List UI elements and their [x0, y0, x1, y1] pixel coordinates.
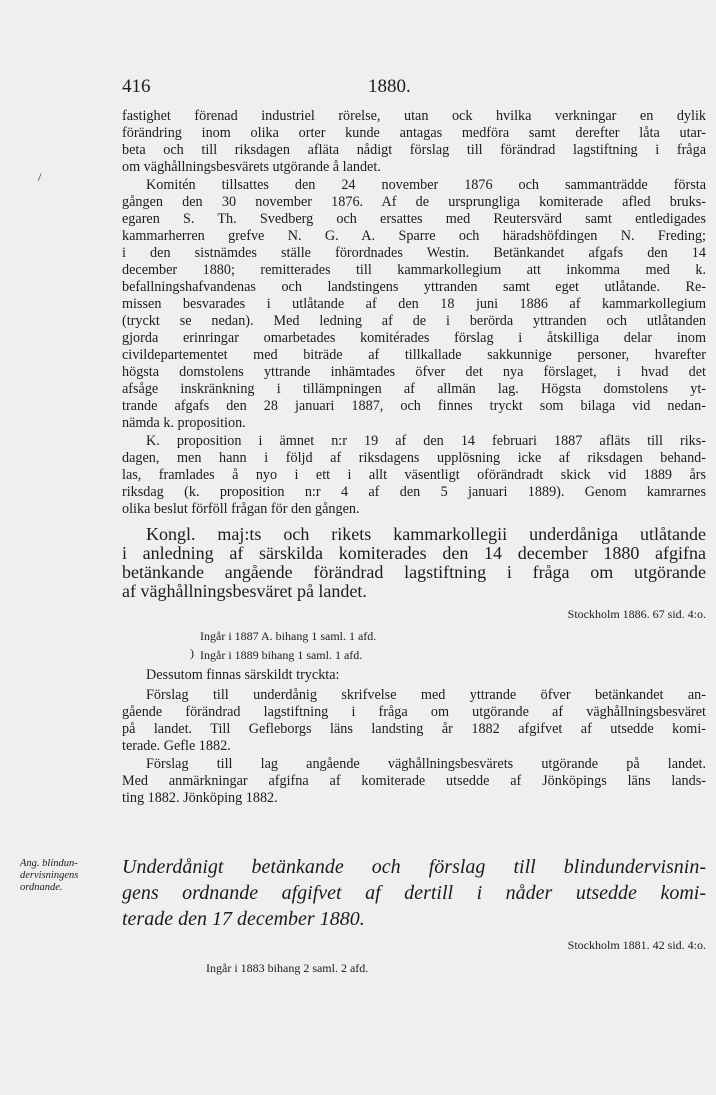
bihang-note: Ingår i 1887 A. bihang 1 saml. 1 afd. [200, 629, 377, 643]
text-line: fastighet förenad industriel rörelse, utan ock hvilka verkningar en dylik [122, 108, 706, 124]
document-title-line: af väghållningsbesväret på landet. [122, 581, 367, 601]
page-number: 416 [122, 76, 151, 97]
document-title-line: Underdånigt betänkande och förslag till blindundervisnin- [122, 856, 706, 878]
text-line: gående förändrad lagstiftning i fråga om utgörande af väghållningsbesväret [122, 704, 706, 720]
text-line: på landet. Till Gefleborgs läns landsting år 1882 afgifvet af utsedde komi- [122, 721, 706, 737]
text-line: Komitén tillsattes den 24 november 1876 och sammanträdde första [146, 177, 706, 193]
text-line: olika beslut förföll frågan för den gången. [122, 501, 360, 517]
document-title-line: i anledning af särskilda komiterades den 14 december 1880 afgifna [122, 543, 706, 563]
header-year: 1880. [368, 76, 411, 97]
stray-mark: ) [190, 646, 194, 660]
text-line: missen besvarades i utlåtande af den 18 juni 1886 af kammarkollegium [122, 296, 706, 312]
document-title-line: betänkande angående förändrad lagstiftning i fråga om utgörande [122, 562, 706, 582]
margin-note-line: Ang. blindun- [20, 858, 78, 869]
text-line: Med anmärkningar afgifna af komiterade utsedde af Jönköpings läns lands- [122, 773, 706, 789]
text-line: gången den 30 november 1876. Af de ursprungliga komiterade afled bruks- [122, 194, 706, 210]
text-line: Dessutom finnas särskildt tryckta: [146, 667, 340, 683]
text-line: ting 1882. Jönköping 1882. [122, 790, 278, 806]
page-header [122, 76, 706, 100]
margin-note-line: ordnande. [20, 882, 63, 893]
text-line: gjorda erinringar omarbetades komitérades förslag i åtskilliga delar inom [122, 330, 706, 346]
text-line: befallningshafvandenas och landstingens yttranden samt eget utlåtande. Re- [122, 279, 706, 295]
text-line: afsåge inskränkning i tillämpningen af allmän lag. Högsta domstolens yt- [122, 381, 706, 397]
document-title-line: terade den 17 december 1880. [122, 908, 365, 930]
text-line: civildepartementet med biträde af tillkallade sakkunnige personer, hvarefter [122, 347, 706, 363]
text-line: högsta domstolens yttrande inhämtades öfver det nya förslaget, i hvad det [122, 364, 706, 380]
text-line: i den sistnämdes ställe förordnades Westin. Betänkandet afgafs den 14 [122, 245, 706, 261]
text-line: egaren S. Th. Svedberg och ersattes med Reutersvärd samt entledigades [122, 211, 706, 227]
bihang-note: Ingår i 1883 bihang 2 saml. 2 afd. [206, 961, 369, 975]
document-title-line: gens ordnande afgifvet af dertill i nåder utsedde komi- [122, 882, 706, 904]
text-line: december 1880; remitterades till kammarkollegium att inkomma med k. [122, 262, 706, 278]
margin-pencil-mark: / [38, 170, 42, 184]
margin-note-line: dervisningens [20, 870, 79, 881]
bihang-note: Ingår i 1889 bihang 1 saml. 1 afd. [200, 648, 363, 662]
publication-info: Stockholm 1886. 67 sid. 4:o. [567, 607, 706, 621]
text-line: terade. Gefle 1882. [122, 738, 231, 754]
text-line: om väghållningsbesvärets utgörande å landet. [122, 159, 381, 175]
text-line: Förslag till lag angående väghållningsbesvärets utgörande på landet. [146, 756, 706, 772]
margin-note [20, 858, 120, 894]
text-line: Förslag till underdånig skrifvelse med yttrande öfver betänkandet an- [146, 687, 706, 703]
text-line: nämda k. proposition. [122, 415, 246, 431]
document-title-line: Kongl. maj:ts och rikets kammarkollegii underdåniga utlåtande [146, 524, 706, 544]
text-line: riksdag (k. proposition n:r 4 af den 5 januari 1889). Genom kamrarnes [122, 484, 706, 500]
text-line: kammarherren grefve N. G. A. Sparre och häradshöfdingen N. Freding; [122, 228, 706, 244]
text-line: förändring inom olika orter kunde antagas medföra samt derefter låta utar- [122, 125, 706, 141]
text-line: beta och till riksdagen afläta nådigt förslag till förändrad lagstiftning i fråga [122, 142, 706, 158]
text-line: (tryckt se nedan). Med ledning af de i berörda yttranden och utlåtanden [122, 313, 706, 329]
text-line: las, framlades å nyo i ett i allt väsentligt oförändradt skick vid 1889 års [122, 467, 706, 483]
text-line: trande afgafs den 28 januari 1887, och finnes tryckt som bilaga vid nedan- [122, 398, 706, 414]
text-line: dagen, men hann i följd af riksdagens upplösning icke af riksdagen behand- [122, 450, 706, 466]
publication-info: Stockholm 1881. 42 sid. 4:o. [567, 938, 706, 952]
text-line: K. proposition i ämnet n:r 19 af den 14 februari 1887 afläts till riks- [146, 433, 706, 449]
